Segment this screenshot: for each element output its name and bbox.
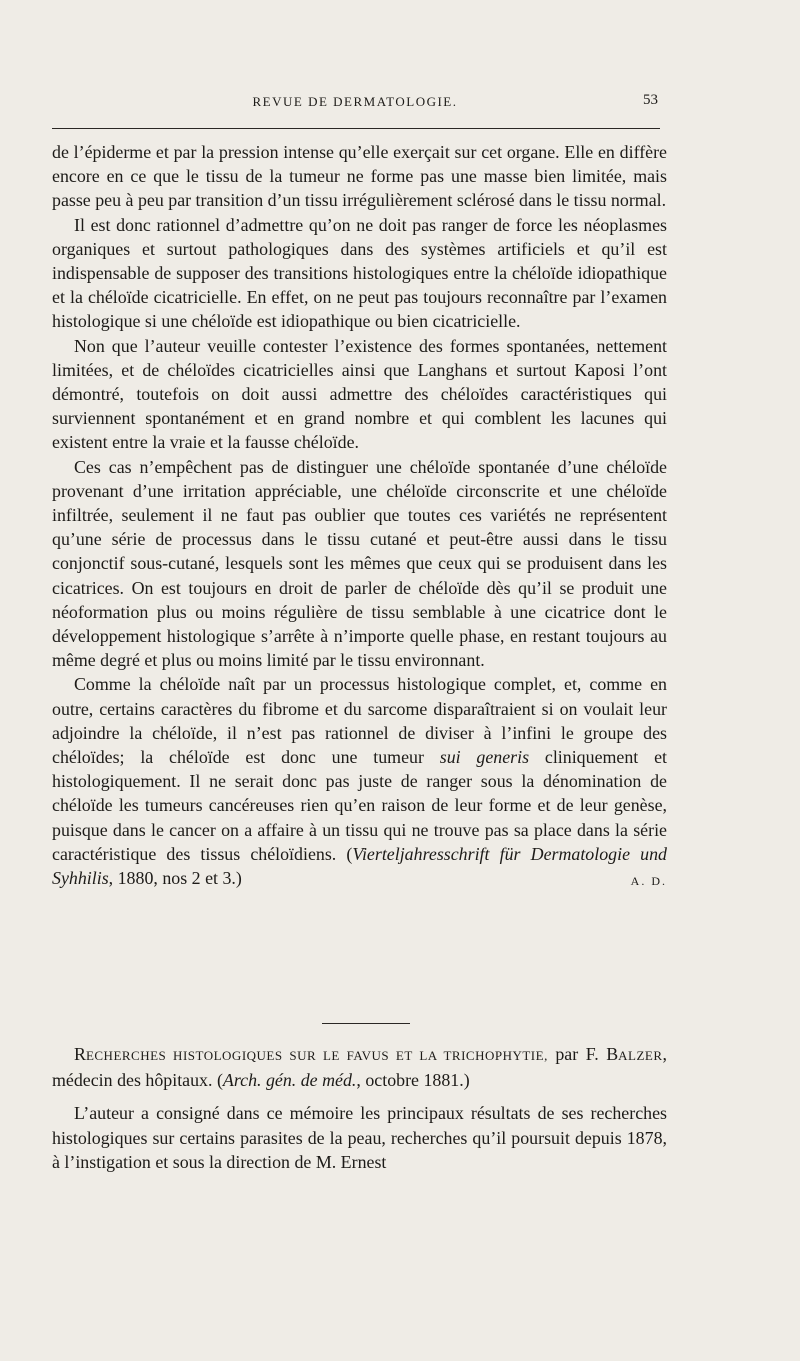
section-separator	[322, 1023, 410, 1024]
latin-phrase: sui generis	[439, 747, 530, 768]
paragraph-2: Il est donc rationnel d’admettre qu’on ne doit pas ranger de force les néoplasmes organiques et surtout pathologiques dans des systèmes artificiels et qu’il est indispensable de supposer des transitions histologiques entre la chéloïde idiopathique et la chéloïde cicatricielle. En effet, on ne peut pas toujours reconnaître par l’examen histologique si une chéloïde est idiopathique ou bien cicatricielle.	[52, 214, 667, 332]
heading-after: , médecin des hôpitaux. (	[52, 1044, 668, 1091]
heading-author: ALZER	[618, 1048, 663, 1063]
paragraph-1: de l’épiderme et par la pression intense qu’elle exerçait sur cet organe. Elle en diffère encore en ce que le tissu de la tumeur ne forme pas une masse bien limitée, mais passe peu à peu par transition d’un tissu irrégulièrement sclérosé dans le tissu normal.	[52, 142, 667, 211]
article-paragraph-1: L’auteur a consigné dans ce mémoire les principaux résultats de ses recherches histologiques sur certains parasites de la peau, recherches qu’il poursuit depuis 1878, à l’instigation et sous la direction de M. Ernest	[52, 1103, 667, 1172]
paragraph-3: Non que l’auteur veuille contester l’existence des formes spontanées, nettement limitées, et de chéloïdes cicatricielles ainsi que Langhans et surtout Kaposi l’ont démontré, toutefois on doit aussi admettre des chéloïdes caractéristiques qui surviennent spontanément et en grand nombre et qui comblent les lacunes qui existent entre la vraie et la fausse chéloïde.	[52, 335, 667, 453]
author-signature: A. D.	[630, 874, 667, 889]
paragraph-5	[52, 672, 667, 890]
running-title: REVUE DE DERMATOLOGIE.	[252, 94, 458, 109]
heading-journal: Arch. gén. de méd.	[222, 1070, 357, 1091]
page-number: 53	[643, 92, 658, 108]
review-text	[52, 140, 667, 893]
source-journal: Vierteljahresschrift für Dermatologie und Syhhilis	[52, 843, 667, 889]
heading-title: ECHERCHES HISTOLOGIQUES SUR LE FAVUS ET LA TRICHOPHYTIE,	[85, 1048, 548, 1063]
paragraph-5-text-2: cliniquement et histologiquement. Il ne serait donc pas juste de ranger sous la dénomination de chéloïde les tumeurs cancéreuses rien qu’en raison de leur forme et de leur genèse, puisque dans le cancer on a affaire à un tissu qui ne trouve pas sa place dans la série caractéristique des tissus chéloïdiens. (	[52, 747, 667, 864]
source-details: , 1880, nos 2 et 3.)	[108, 868, 242, 889]
header-rule	[52, 128, 660, 129]
next-article	[52, 1042, 667, 1174]
paragraph-4: Ces cas n’empêchent pas de distinguer une chéloïde spontanée d’une chéloïde provenant d’une irritation appréciable, une chéloïde circonscrite et une chéloïde infiltrée, seulement il ne faut pas oublier que toutes ces variétés ne représentent qu’une série de processus dans le tissu cutané et peut-être aussi dans le tissu conjonctif sous-cutané, lesquels sont les mêmes que ceux qui se produisent dans les cicatrices. On est toujours en droit de parler de chéloïde dès qu’il se produit une néoformation plus ou moins régulière de tissu semblable à une cicatrice dont le développement histologique s’arrête à n’importe quelle phase, en restant toujours au même degré et plus ou moins limité par le tissu environnant.	[52, 456, 667, 671]
heading-date: , octobre 1881.)	[356, 1070, 470, 1091]
heading-initial: R	[74, 1044, 86, 1064]
paragraph-5-text: Comme la chéloïde naît par un processus histologique complet, et, comme en outre, certains caractères du fibrome et du sarcome disparaîtraient si on voulait leur adjoindre la chéloïde, il n’est pas rationnel de diviser à l’infini le groupe des chéloïdes; la chéloïde est donc une tumeur	[52, 674, 667, 768]
article-heading	[52, 1042, 667, 1092]
heading-par: par F. B	[547, 1044, 619, 1064]
